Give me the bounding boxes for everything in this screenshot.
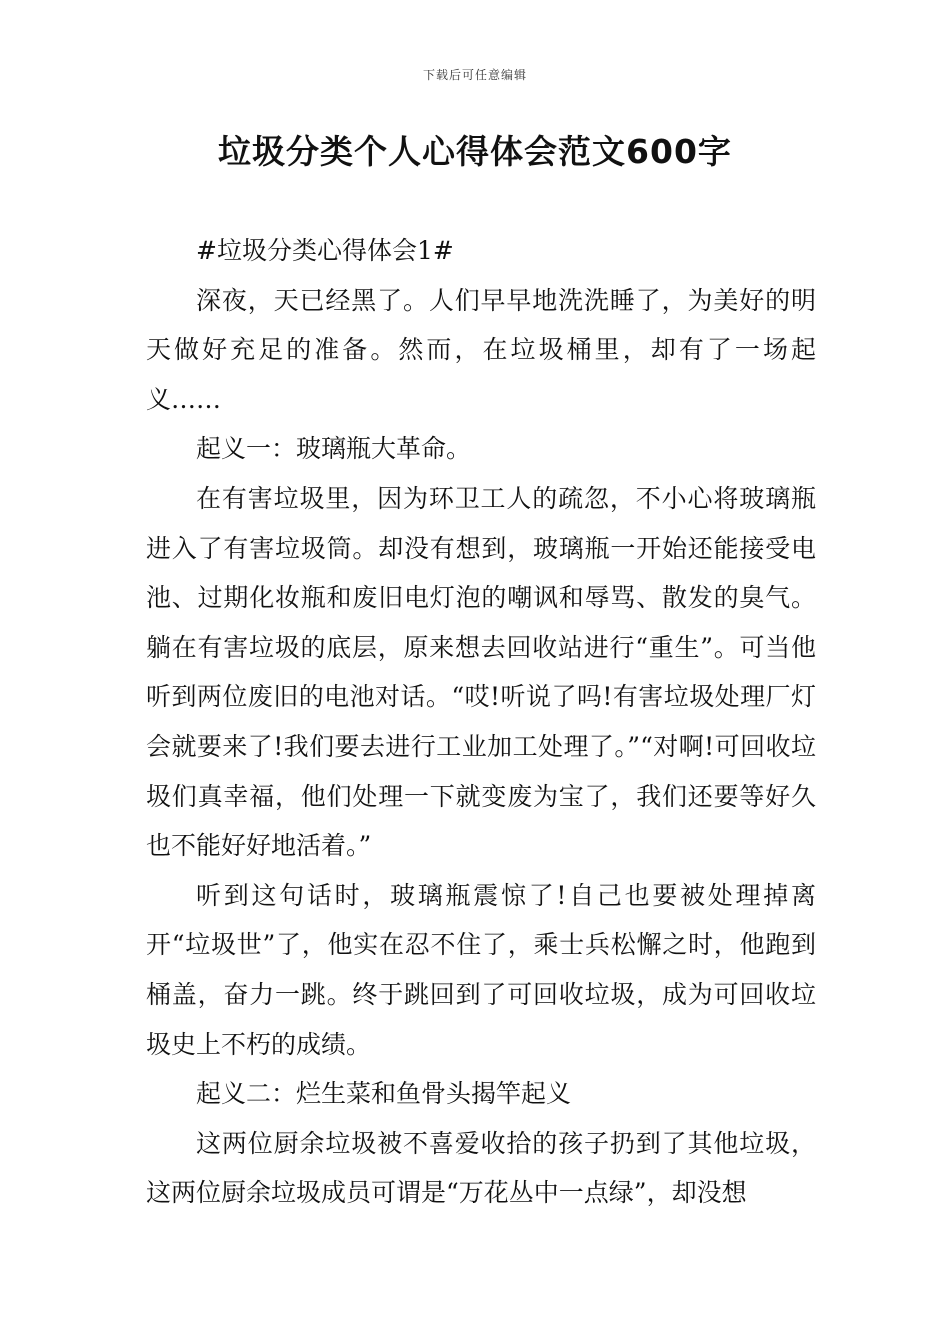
subheading: 起义一：玻璃瓶大革命。	[196, 434, 472, 464]
paragraph: 深夜，天已经黑了。人们早早地洗洗睡了，为美好的明天做好充足的准备。然而，在垃圾桶里，却有了一场起义……	[146, 285, 816, 414]
paragraph: 听到这句话时，玻璃瓶震惊了!自己也要被处理掉离开“垃圾世”了，他实在忍不住了，乘士兵松懈之时，他跑到桶盖，奋力一跳。终于跳回到了可回收垃圾，成为可回收垃圾史上不朽的成绩。	[146, 880, 816, 1059]
document-body	[146, 226, 816, 1218]
header-note: 下载后可任意编辑	[422, 68, 527, 82]
subheading: 起义二：烂生菜和鱼骨头揭竿起义	[196, 1079, 572, 1109]
section-heading: #垃圾分类心得体会1#	[196, 236, 454, 265]
paragraph: 这两位厨余垃圾被不喜爱收拾的孩子扔到了其他垃圾，这两位厨余垃圾成员可谓是“万花丛中一点绿”，却没想	[146, 1128, 816, 1208]
document-title: 垃圾分类个人心得体会范文600字	[218, 132, 732, 171]
paragraph: 在有害垃圾里，因为环卫工人的疏忽，不小心将玻璃瓶进入了有害垃圾筒。却没有想到，玻璃瓶一开始还能接受电池、过期化妆瓶和废旧电灯泡的嘲讽和辱骂、散发的臭气。躺在有害垃圾的底层，原来想去回收站进行“重生”。可当他听到两位废旧的电池对话。“哎!听说了吗!有害垃圾处理厂灯会就要来了!我们要去进行工业加工处理了。”“对啊!可回收垃圾们真幸福，他们处理一下就变废为宝了，我们还要等好久也不能好好地活着。”	[146, 483, 816, 861]
